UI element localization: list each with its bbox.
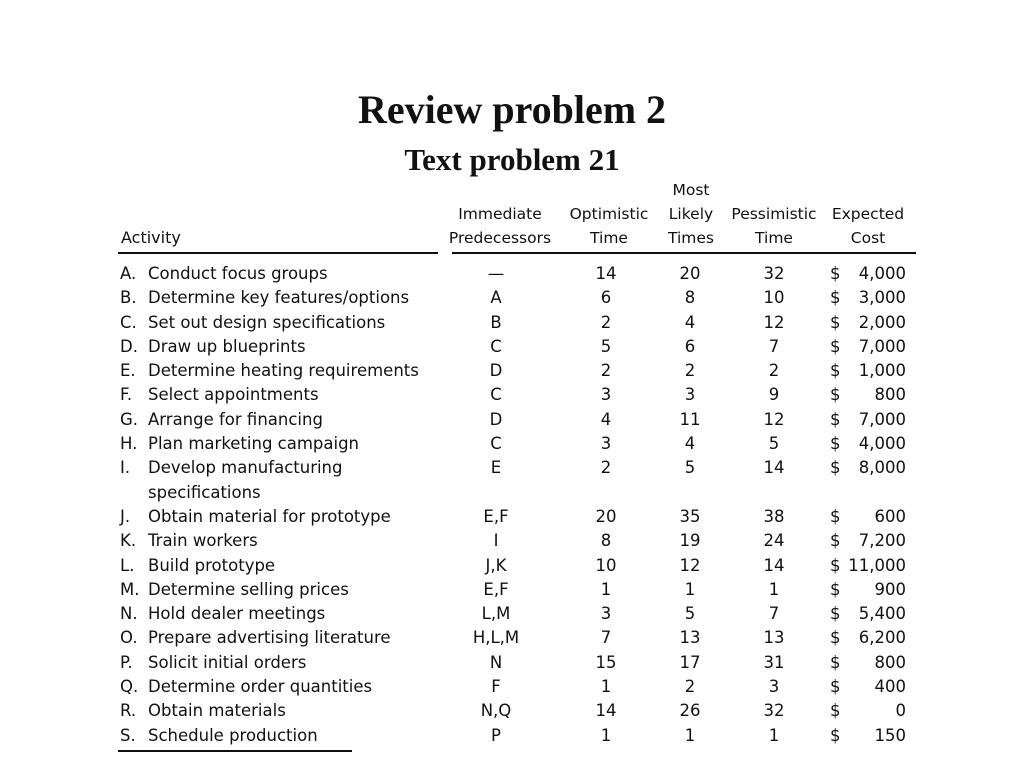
row-cost-value: 2,000 — [858, 312, 906, 332]
row-pessimistic-time: 7 — [768, 336, 780, 356]
row-letter: K. — [120, 531, 137, 551]
row-activity-name: Hold dealer meetings — [148, 604, 326, 624]
row-cost-sign: $ — [830, 652, 841, 672]
row-expected-cost — [830, 383, 906, 407]
row-letter: Q. — [120, 677, 139, 697]
row-cost-value: 7,000 — [858, 336, 906, 356]
row-letter: R. — [120, 701, 137, 721]
row-cost-sign: $ — [830, 604, 841, 624]
row-expected-cost — [830, 602, 906, 626]
row-expected-cost — [830, 651, 906, 675]
row-predecessors: C — [490, 336, 502, 356]
row-cost-value: 400 — [874, 677, 906, 697]
row-predecessors: N — [489, 652, 503, 672]
row-cost-value: 4,000 — [858, 264, 906, 283]
row-optimistic-time: 3 — [600, 604, 612, 624]
row-most-likely-time: 11 — [679, 409, 701, 429]
row-predecessors: E — [490, 458, 502, 478]
row-cost-sign: $ — [830, 385, 841, 405]
row-cost-sign: $ — [830, 506, 841, 526]
row-most-likely-time: 4 — [684, 434, 696, 454]
footer-rule — [118, 750, 352, 752]
row-cost-value: 1,000 — [858, 361, 906, 381]
row-optimistic-time: 3 — [600, 385, 612, 405]
row-most-likely-time: 19 — [679, 531, 701, 551]
row-activity-name: Draw up blueprints — [148, 336, 306, 356]
row-activity-name: Build prototype — [148, 555, 276, 575]
row-cost-sign: $ — [830, 677, 841, 697]
row-expected-cost — [830, 505, 906, 529]
row-predecessors: F — [491, 677, 501, 697]
header-pessimistic-line2: Time — [755, 229, 793, 247]
row-expected-cost — [830, 699, 906, 723]
row-cost-sign: $ — [830, 701, 841, 721]
table-row — [116, 456, 916, 505]
row-cost-value: 800 — [874, 385, 906, 405]
row-pessimistic-time: 1 — [768, 725, 780, 745]
activity-table — [116, 178, 916, 745]
row-most-likely-time: 1 — [684, 725, 696, 745]
table-row — [116, 651, 916, 675]
row-letter: A. — [120, 264, 137, 283]
row-letter: S. — [120, 725, 136, 745]
row-predecessors: P — [491, 725, 501, 745]
slide-subtitle: Text problem 21 — [404, 142, 620, 177]
row-most-likely-time: 8 — [684, 288, 696, 308]
header-most-likely — [656, 178, 726, 250]
row-most-likely-time: 17 — [679, 652, 701, 672]
table-row — [116, 554, 916, 578]
row-pessimistic-time: 14 — [763, 555, 785, 575]
row-letter: I. — [120, 458, 131, 478]
row-most-likely-time: 5 — [684, 458, 696, 478]
row-activity-name: Schedule production — [148, 725, 318, 745]
row-pessimistic-time: 32 — [763, 701, 785, 721]
row-cost-sign: $ — [830, 555, 841, 575]
row-expected-cost — [830, 408, 906, 432]
row-most-likely-time: 2 — [684, 677, 696, 697]
row-predecessors: H,L,M — [472, 628, 520, 648]
row-pessimistic-time: 13 — [763, 628, 785, 648]
table-row — [116, 408, 916, 432]
row-cost-value: 150 — [874, 725, 906, 745]
row-expected-cost — [830, 529, 906, 553]
row-cost-value: 7,200 — [858, 531, 906, 551]
row-most-likely-time: 35 — [679, 506, 701, 526]
row-cost-value: 3,000 — [858, 288, 906, 308]
row-pessimistic-time: 14 — [763, 458, 785, 478]
row-expected-cost — [830, 554, 906, 578]
row-letter: N. — [120, 604, 138, 624]
table-row — [116, 626, 916, 650]
row-cost-value: 11,000 — [848, 555, 906, 575]
row-most-likely-time: 3 — [684, 385, 696, 405]
row-predecessors: E,F — [483, 506, 509, 526]
row-letter: M. — [120, 579, 140, 599]
row-cost-value: 600 — [874, 506, 906, 526]
row-activity-name: Select appointments — [148, 385, 319, 405]
row-most-likely-time: 5 — [684, 604, 696, 624]
row-pessimistic-time: 7 — [768, 604, 780, 624]
row-cost-value: 4,000 — [858, 434, 906, 454]
row-optimistic-time: 14 — [595, 701, 617, 721]
row-predecessors: D — [489, 361, 503, 381]
row-cost-sign: $ — [830, 531, 841, 551]
header-cost-line1: Expected — [831, 205, 905, 223]
row-expected-cost — [830, 432, 906, 456]
row-activity-name: Arrange for financing — [148, 409, 323, 429]
row-predecessors: B — [490, 312, 502, 332]
row-optimistic-time: 3 — [600, 434, 612, 454]
header-most-likely-line2: Likely — [668, 205, 714, 223]
row-cost-sign: $ — [830, 579, 841, 599]
table-row — [116, 724, 916, 748]
table-body — [116, 262, 916, 748]
table-header — [116, 178, 916, 256]
header-optimistic — [566, 202, 652, 250]
row-predecessors: E,F — [483, 579, 509, 599]
row-cost-sign: $ — [830, 312, 841, 332]
row-optimistic-time: 15 — [595, 652, 617, 672]
row-optimistic-time: 8 — [600, 531, 612, 551]
table-row — [116, 262, 916, 286]
header-rule-values — [452, 252, 916, 254]
row-optimistic-time: 14 — [595, 264, 617, 283]
row-optimistic-time: 10 — [595, 555, 617, 575]
row-activity-name: Prepare advertising literature — [148, 628, 391, 648]
row-optimistic-time: 7 — [600, 628, 612, 648]
row-letter: G. — [120, 409, 139, 429]
row-expected-cost — [830, 335, 906, 359]
row-most-likely-time: 4 — [684, 312, 696, 332]
row-optimistic-time: 5 — [600, 336, 612, 356]
row-predecessors: C — [490, 434, 502, 454]
row-letter: H. — [120, 434, 138, 454]
row-activity-name: Determine selling prices — [148, 579, 349, 599]
row-cost-value: 900 — [874, 579, 906, 599]
row-pessimistic-time: 5 — [768, 434, 780, 454]
row-pessimistic-time: 9 — [768, 385, 780, 405]
row-cost-sign: $ — [830, 336, 841, 356]
row-cost-sign: $ — [830, 409, 841, 429]
header-activity: Activity — [121, 228, 181, 247]
table-row — [116, 359, 916, 383]
table-row — [116, 529, 916, 553]
header-most-likely-line3: Times — [667, 229, 714, 247]
row-expected-cost — [830, 359, 906, 383]
row-letter: P. — [120, 652, 133, 672]
header-pessimistic-line1: Pessimistic — [731, 205, 817, 223]
row-letter: D. — [120, 336, 138, 356]
header-rule-activity — [118, 252, 438, 254]
row-most-likely-time: 1 — [684, 579, 696, 599]
row-pessimistic-time: 32 — [763, 264, 785, 283]
row-pessimistic-time: 10 — [763, 288, 785, 308]
row-pessimistic-time: 24 — [763, 531, 785, 551]
row-predecessors: I — [493, 531, 499, 551]
header-pessimistic — [728, 202, 820, 250]
table-row — [116, 699, 916, 723]
row-cost-value: 5,400 — [858, 604, 906, 624]
row-activity-name: Determine order quantities — [148, 677, 373, 697]
row-cost-value: 800 — [874, 652, 906, 672]
row-activity-name: Obtain material for prototype — [148, 506, 391, 526]
header-cost — [828, 202, 908, 250]
row-activity-name: Plan marketing campaign — [148, 434, 360, 454]
row-optimistic-time: 2 — [600, 458, 612, 478]
row-expected-cost — [830, 456, 906, 480]
row-optimistic-time: 1 — [600, 579, 612, 599]
table-row — [116, 311, 916, 335]
row-pessimistic-time: 3 — [768, 677, 780, 697]
table-row — [116, 286, 916, 310]
header-optimistic-line2: Time — [590, 229, 628, 247]
row-most-likely-time: 20 — [679, 264, 701, 283]
row-predecessors: D — [489, 409, 503, 429]
row-cost-sign: $ — [830, 264, 841, 283]
row-expected-cost — [830, 675, 906, 699]
row-cost-value: 8,000 — [858, 458, 906, 478]
header-predecessors — [448, 202, 552, 250]
header-predecessors-line1: Immediate — [458, 205, 542, 223]
row-pessimistic-time: 12 — [763, 409, 785, 429]
slide-title: Review problem 2 — [357, 87, 667, 132]
row-activity-name: Develop manufacturing specifications — [148, 458, 343, 502]
row-letter: E. — [120, 361, 136, 381]
row-expected-cost — [830, 626, 906, 650]
row-cost-sign: $ — [830, 288, 841, 308]
row-activity-name: Train workers — [148, 531, 258, 551]
table-row — [116, 578, 916, 602]
row-cost-sign: $ — [830, 361, 841, 381]
row-predecessors: C — [490, 385, 502, 405]
row-cost-sign: $ — [830, 458, 841, 478]
header-most-likely-line1: Most — [672, 181, 710, 199]
table-row — [116, 335, 916, 359]
row-activity-name: Solicit initial orders — [148, 652, 307, 672]
row-cost-sign: $ — [830, 725, 841, 745]
row-expected-cost — [830, 724, 906, 748]
row-most-likely-time: 13 — [679, 628, 701, 648]
row-expected-cost — [830, 311, 906, 335]
header-predecessors-line2: Predecessors — [448, 229, 552, 247]
row-pessimistic-time: 12 — [763, 312, 785, 332]
row-optimistic-time: 1 — [600, 677, 612, 697]
row-predecessors: L,M — [481, 604, 511, 624]
header-cost-line2: Cost — [850, 229, 886, 247]
row-cost-value: 0 — [895, 701, 906, 721]
table-row — [116, 675, 916, 699]
row-activity-name: Conduct focus groups — [148, 264, 328, 283]
row-cost-value: 6,200 — [858, 628, 906, 648]
row-pessimistic-time: 38 — [763, 506, 785, 526]
row-most-likely-time: 2 — [684, 361, 696, 381]
table-row — [116, 432, 916, 456]
row-optimistic-time: 4 — [600, 409, 612, 429]
row-activity-name: Determine heating requirements — [148, 361, 419, 381]
row-optimistic-time: 6 — [600, 288, 612, 308]
row-most-likely-time: 6 — [684, 336, 696, 356]
row-predecessors: A — [490, 288, 502, 308]
row-pessimistic-time: 31 — [763, 652, 785, 672]
row-expected-cost — [830, 578, 906, 602]
row-letter: J. — [120, 506, 131, 526]
row-expected-cost — [830, 262, 906, 286]
row-predecessors: N,Q — [480, 701, 512, 721]
row-optimistic-time: 2 — [600, 312, 612, 332]
row-expected-cost — [830, 286, 906, 310]
row-pessimistic-time: 1 — [768, 579, 780, 599]
table-row — [116, 383, 916, 407]
table-row — [116, 602, 916, 626]
row-activity-name: Set out design specifications — [148, 312, 386, 332]
row-activity-name: Obtain materials — [148, 701, 286, 721]
row-optimistic-time: 20 — [595, 506, 617, 526]
row-predecessors: — — [487, 264, 505, 283]
row-cost-sign: $ — [830, 434, 841, 454]
row-optimistic-time: 1 — [600, 725, 612, 745]
row-most-likely-time: 26 — [679, 701, 701, 721]
table-row — [116, 505, 916, 529]
row-letter: F. — [120, 385, 133, 405]
row-letter: C. — [120, 312, 137, 332]
row-pessimistic-time: 2 — [768, 361, 780, 381]
row-predecessors: J,K — [485, 555, 507, 575]
row-cost-sign: $ — [830, 628, 841, 648]
row-letter: B. — [120, 288, 137, 308]
row-letter: L. — [120, 555, 135, 575]
row-letter: O. — [120, 628, 138, 648]
row-activity-name: Determine key features/options — [148, 288, 410, 308]
header-optimistic-line1: Optimistic — [569, 205, 649, 223]
row-most-likely-time: 12 — [679, 555, 701, 575]
row-optimistic-time: 2 — [600, 361, 612, 381]
row-cost-value: 7,000 — [858, 409, 906, 429]
